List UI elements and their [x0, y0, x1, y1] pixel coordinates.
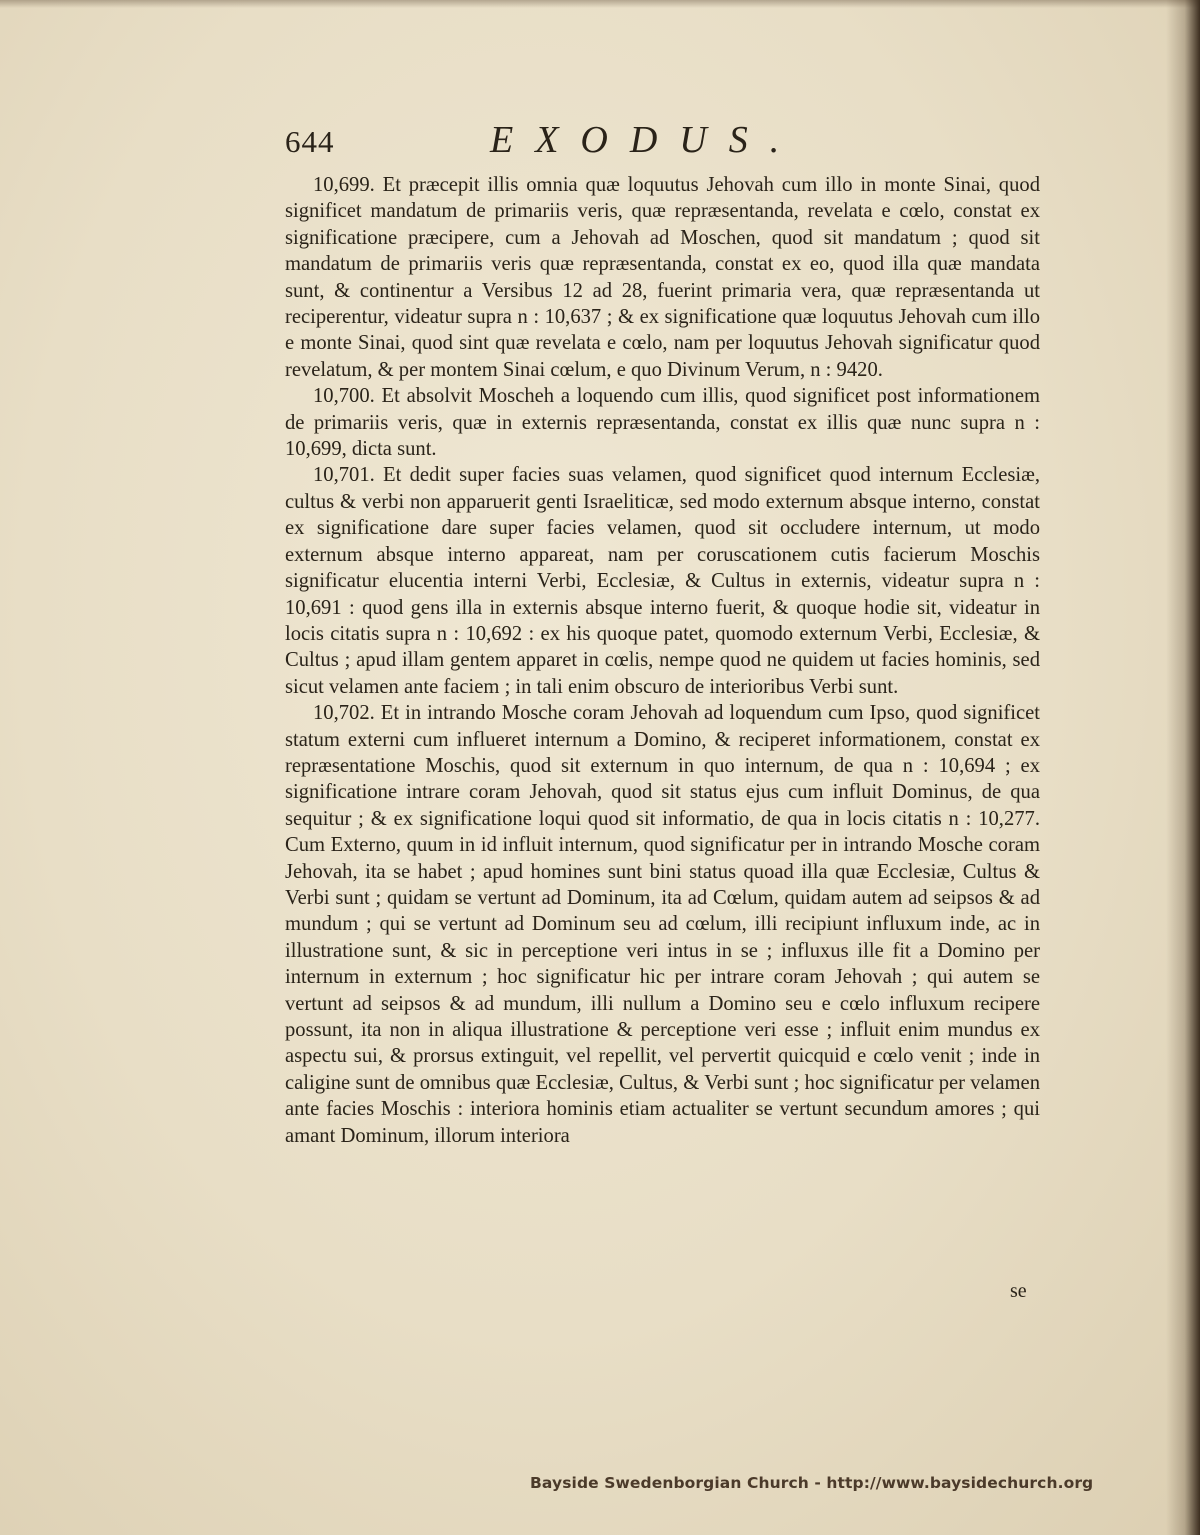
footer-credit: Bayside Swedenborgian Church - http://www.baysidechurch.org	[530, 1474, 1094, 1492]
body-text	[285, 172, 1040, 1149]
running-title: EXODUS.	[490, 119, 802, 161]
paragraph-10702: 10,702. Et in intrando Mosche coram Jehovah ad loquendum cum Ipso, quod significet statum externi cum influeret internum a Domino, & reciperet informationem, constat ex repræsentatione Moschis, quod sit externum in quo internum, de qua n : 10,694 ; ex significatione intrare coram Jehovah, quod sit status ejus cum influit Dominus, de qua sequitur ; & ex significatione loqui quod sit informatio, de qua in locis citatis n : 10,277. Cum Externo, quum in id influit internum, quod significatur per in intrando Mosche coram Jehovah, ita se habet ; apud homines sunt bini status quoad illa quæ Ecclesiæ, Cultus & Verbi sunt ; quidam se vertunt ad Dominum, ita ad Cœlum, quidam autem ad seipsos & ad mundum ; qui se vertunt ad Dominum seu ad cœlum, illi recipiunt influxum inde, ac in illustratione sunt, & sic in perceptione veri intus in se ; influxus ille fit a Domino per internum in externum ; hoc significatur hic per intrare coram Jehovah ; qui autem se vertunt ad seipsos & ad mundum, illi nullum a Domino seu e cœlo influxum recipere possunt, ita non in aliqua illustratione & perceptione veri esse ; influit enim mundus ex aspectu sui, & prorsus extinguit, vel repellit, vel pervertit quicquid e cœlo venit ; inde in caligine sunt de omnibus quæ Ecclesiæ, Cultus, & Verbi sunt ; hoc significatur per velamen ante facies Moschis : interiora hominis etiam actualiter se vertunt secundum amores ; qui amant Dominum, illorum interiora	[285, 702, 1040, 1147]
catchword: se	[1010, 1280, 1027, 1302]
paragraph-10700: 10,700. Et absolvit Moscheh a loquendo cum illis, quod significet post informationem de primariis veris, quæ in externis repræsentanda, constat ex illis quæ nunc supra n : 10,699, dicta sunt.	[285, 385, 1040, 461]
page-header	[285, 118, 1075, 168]
paragraph-10699: 10,699. Et præcepit illis omnia quæ loquutus Jehovah cum illo in monte Sinai, quod significet mandatum de primariis veris, quæ repræsentanda, revelata e cœlo, constat ex significatione præcipere, cum a Jehovah ad Moschen, quod sit mandatum ; quod sit mandatum de primariis veris quæ repræsentanda, constat ex eo, quod illa quæ mandata sunt, & continentur a Versibus 12 ad 28, fuerint primaria vera, quæ repræsentanda ut reciperentur, videatur supra n : 10,637 ; & ex significatione quæ loquutus Jehovah cum illo e monte Sinai, quod sint quæ revelata e cœlo, nam per loquutus Jehovah significatur quod revelatum, & per montem Sinai cœlum, e quo Divinum Verum, n : 9420.	[285, 174, 1040, 381]
page-number: 644	[285, 124, 335, 159]
binding-edge-shadow	[1166, 0, 1200, 1535]
paragraph-10701: 10,701. Et dedit super facies suas velamen, quod significet quod internum Ecclesiæ, cultus & verbi non apparuerit genti Israeliticæ, sed modo externum absque interno, constat ex significatione dare super facies velamen, quod sit occludere internum, ut modo externum absque interno appareat, nam per coruscationem cutis facierum Moschis significatur elucentia interni Verbi, Ecclesiæ, & Cultus in externis, videatur supra n : 10,691 : quod gens illa in externis absque interno fuerit, & quoque hodie sit, videatur in locis citatis supra n : 10,692 : ex his quoque patet, quomodo externum Verbi, Ecclesiæ, & Cultus ; apud illam gentem apparet in cœlis, nempe quod ne quidem ut facies hominis, sed sicut velamen ante faciem ; in tali enim obscuro de interioribus Verbi sunt.	[285, 464, 1040, 698]
top-edge-shadow	[0, 0, 1200, 8]
